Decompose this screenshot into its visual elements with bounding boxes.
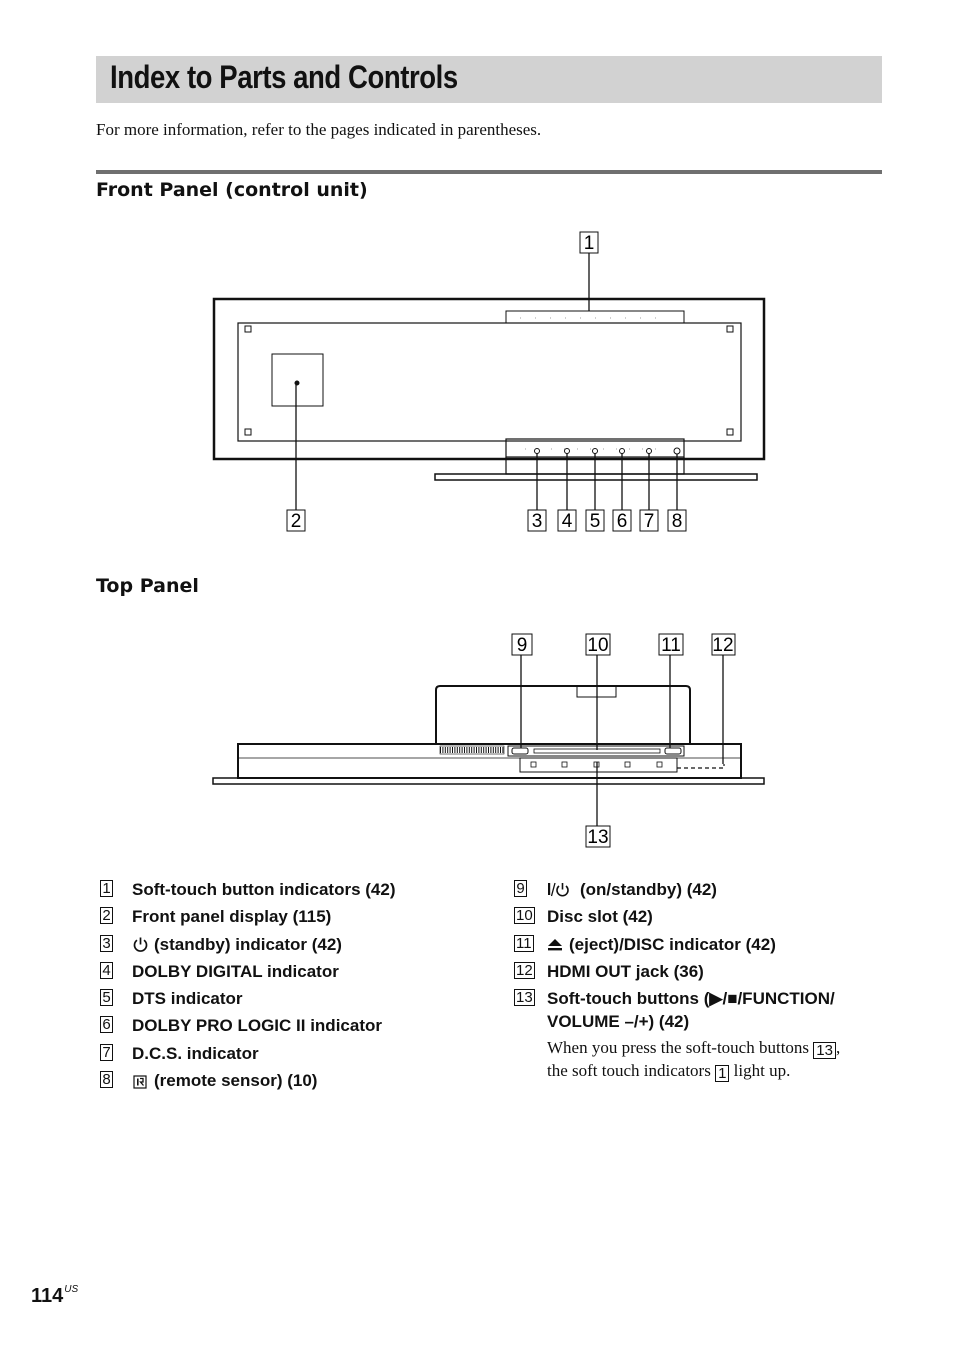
legend-num: 1 bbox=[100, 880, 113, 897]
note-ref-box: 13 bbox=[813, 1042, 836, 1059]
page-number-suffix: US bbox=[64, 1284, 79, 1295]
callout-1: 1 bbox=[583, 233, 595, 254]
eject-icon bbox=[547, 937, 563, 953]
legend-label: DTS indicator bbox=[132, 989, 243, 1008]
top-callouts bbox=[512, 634, 735, 848]
legend-label-cont: VOLUME –/+) (42) bbox=[547, 1012, 690, 1031]
callout-13: 13 bbox=[587, 827, 609, 848]
legend-num: 3 bbox=[100, 935, 113, 952]
legend-num: 6 bbox=[100, 1016, 113, 1033]
note-text: the soft touch indicators bbox=[547, 1061, 711, 1080]
legend-label: DOLBY PRO LOGIC II indicator bbox=[132, 1016, 382, 1035]
legend-num: 12 bbox=[516, 962, 533, 979]
legend-num: 9 bbox=[514, 880, 527, 897]
legend-label: Disc slot (42) bbox=[547, 907, 653, 926]
legend-label: (remote sensor) (10) bbox=[154, 1071, 318, 1090]
note-text: , bbox=[835, 1038, 841, 1057]
legend-right bbox=[514, 880, 894, 1100]
legend-label: Soft-touch button indicators (42) bbox=[132, 880, 396, 899]
legend-num: 11 bbox=[516, 935, 532, 952]
legend-num: 13 bbox=[516, 989, 533, 1006]
callout-2: 2 bbox=[290, 511, 302, 532]
legend-label: D.C.S. indicator bbox=[132, 1044, 259, 1063]
power-standby-icon bbox=[547, 881, 571, 898]
legend-num: 8 bbox=[100, 1071, 113, 1088]
legend-num: 10 bbox=[516, 907, 533, 924]
legend-num: 2 bbox=[100, 907, 113, 924]
callout-9: 9 bbox=[516, 635, 528, 656]
callout-7: 7 bbox=[643, 511, 655, 532]
callout-12: 12 bbox=[712, 635, 734, 656]
legend-left bbox=[100, 880, 490, 1100]
note-ref-box: 1 bbox=[715, 1065, 729, 1082]
front-panel-heading: Front Panel (control unit) bbox=[96, 179, 368, 201]
legend-label: (eject)/DISC indicator (42) bbox=[569, 935, 776, 954]
page-title: Index to Parts and Controls bbox=[110, 59, 458, 95]
callout-6: 6 bbox=[616, 511, 628, 532]
intro-text: For more information, refer to the pages indicated in parentheses. bbox=[96, 120, 542, 139]
top-panel-heading: Top Panel bbox=[96, 575, 199, 597]
callout-8: 8 bbox=[671, 511, 683, 532]
legend-label: HDMI OUT jack (36) bbox=[547, 962, 704, 981]
note-text: When you press the soft-touch buttons bbox=[547, 1038, 810, 1057]
legend-label: (standby) indicator (42) bbox=[154, 935, 342, 954]
front-callouts bbox=[287, 232, 686, 532]
legend-label: DOLBY DIGITAL indicator bbox=[132, 962, 339, 981]
legend-label: Soft-touch buttons (▶/■/FUNCTION/ bbox=[547, 989, 835, 1008]
callout-5: 5 bbox=[589, 511, 601, 532]
soft-touch-note bbox=[547, 1036, 840, 1082]
legend-num: 4 bbox=[100, 962, 113, 979]
callout-11: 11 bbox=[661, 635, 681, 656]
page-number bbox=[31, 1284, 78, 1308]
legend-num: 7 bbox=[100, 1044, 113, 1061]
page-number-value: 114 bbox=[31, 1285, 64, 1307]
top-panel-drawing bbox=[213, 686, 764, 784]
standby-icon bbox=[132, 936, 149, 953]
legend-label: Front panel display (115) bbox=[132, 907, 332, 926]
note-text: light up. bbox=[733, 1061, 791, 1080]
callout-10: 10 bbox=[587, 635, 609, 656]
legend-label: (on/standby) (42) bbox=[580, 880, 717, 899]
legend-num: 5 bbox=[100, 989, 113, 1006]
remote-sensor-icon bbox=[133, 1075, 147, 1089]
callout-4: 4 bbox=[561, 511, 573, 532]
callout-3: 3 bbox=[531, 511, 543, 532]
